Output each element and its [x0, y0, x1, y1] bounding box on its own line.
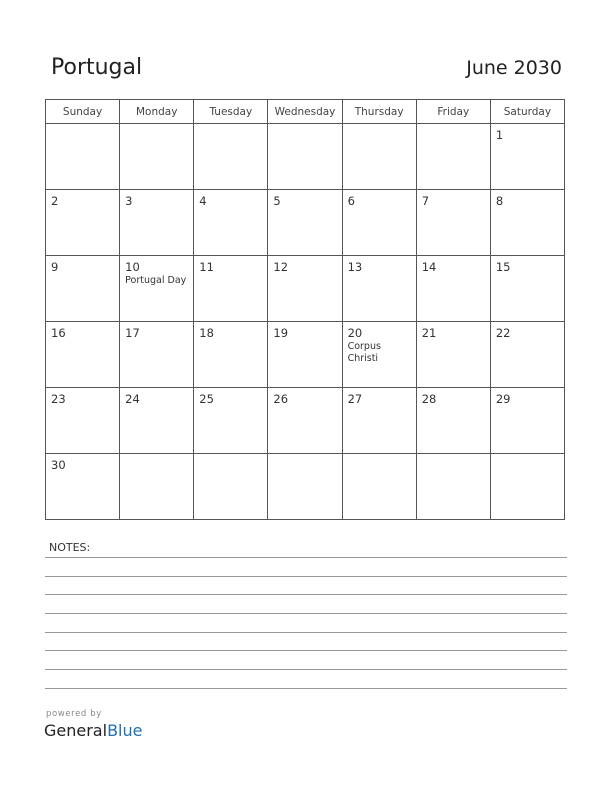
- day-cell: [416, 124, 490, 190]
- day-number: 14: [421, 260, 437, 274]
- calendar-grid: [45, 99, 565, 520]
- weekday-tuesday: Tuesday: [194, 100, 268, 124]
- day-number: 25: [199, 392, 214, 406]
- holiday-label: Portugal Day: [125, 275, 187, 286]
- day-number: 15: [495, 260, 511, 274]
- day-number: 7: [421, 194, 430, 208]
- day-cell: [490, 322, 564, 388]
- day-cell: [46, 256, 120, 322]
- day-cell: [416, 190, 490, 256]
- weekday-wednesday: Wednesday: [268, 100, 342, 124]
- note-line: [45, 650, 567, 651]
- week-row: [46, 190, 565, 256]
- note-line: [45, 632, 567, 633]
- weekday-thursday: Thursday: [342, 100, 416, 124]
- day-cell: [268, 454, 342, 520]
- day-cell: [490, 190, 564, 256]
- weekday-header-row: [46, 100, 565, 124]
- day-number: 16: [51, 326, 66, 340]
- day-number: 3: [125, 194, 133, 208]
- powered-by-text: powered by: [46, 709, 102, 719]
- holiday-label: Corpus Christi: [347, 341, 381, 364]
- day-number: 27: [347, 392, 363, 406]
- day-number: 29: [495, 392, 511, 406]
- day-cell: [46, 322, 120, 388]
- note-line: [45, 669, 567, 670]
- day-cell: [416, 388, 490, 454]
- day-cell: [268, 190, 342, 256]
- weekday-monday: Monday: [120, 100, 194, 124]
- day-number: 21: [421, 326, 437, 340]
- day-cell: [490, 388, 564, 454]
- weekday-saturday: Saturday: [490, 100, 564, 124]
- day-cell: [416, 256, 490, 322]
- day-cell: [120, 322, 194, 388]
- day-cell: [342, 256, 416, 322]
- weekday-sunday: Sunday: [46, 100, 120, 124]
- brand-logo[interactable]: [44, 721, 142, 740]
- weekday-friday: Friday: [416, 100, 490, 124]
- day-number: 24: [125, 392, 140, 406]
- day-cell: [416, 322, 490, 388]
- day-number: 17: [125, 326, 140, 340]
- calendar-month-title: June 2030: [466, 57, 562, 79]
- week-row: [46, 256, 565, 322]
- day-number: 26: [273, 392, 289, 406]
- day-cell: [342, 322, 416, 388]
- day-cell: [268, 388, 342, 454]
- day-number: 19: [273, 326, 289, 340]
- calendar-country-title: Portugal: [51, 55, 143, 80]
- day-cell: [490, 454, 564, 520]
- day-cell: [46, 388, 120, 454]
- day-cell: [490, 256, 564, 322]
- day-number: 12: [273, 260, 289, 274]
- day-cell: [120, 454, 194, 520]
- day-cell: [120, 388, 194, 454]
- note-line: [45, 594, 567, 595]
- day-cell: [342, 190, 416, 256]
- day-cell: [46, 190, 120, 256]
- day-cell: [268, 322, 342, 388]
- day-cell: [342, 388, 416, 454]
- week-row: [46, 454, 565, 520]
- day-number: 10: [125, 260, 140, 274]
- notes-label: NOTES:: [49, 541, 91, 554]
- day-cell: [268, 256, 342, 322]
- note-line: [45, 557, 567, 558]
- day-number: 30: [51, 458, 66, 472]
- day-cell: [194, 190, 268, 256]
- note-line: [45, 613, 567, 614]
- day-cell: [194, 124, 268, 190]
- day-number: 9: [51, 260, 59, 274]
- day-cell: [120, 124, 194, 190]
- day-number: 20: [347, 326, 363, 340]
- note-line: [45, 688, 567, 689]
- day-number: 5: [273, 194, 281, 208]
- day-cell: [268, 124, 342, 190]
- day-number: 18: [199, 326, 214, 340]
- day-cell: [342, 124, 416, 190]
- day-number: 13: [347, 260, 363, 274]
- day-cell: [120, 190, 194, 256]
- day-cell: [194, 322, 268, 388]
- day-cell: [120, 256, 194, 322]
- day-number: 28: [421, 392, 437, 406]
- day-number: 11: [199, 260, 214, 274]
- day-cell: [46, 454, 120, 520]
- brand-name-part1: General: [44, 721, 108, 740]
- day-cell: [194, 454, 268, 520]
- week-row: [46, 322, 565, 388]
- day-number: 6: [347, 194, 355, 208]
- week-row: [46, 124, 565, 190]
- day-number: 22: [495, 326, 511, 340]
- day-number: 8: [495, 194, 504, 208]
- day-cell: [46, 124, 120, 190]
- day-cell: [490, 124, 564, 190]
- day-cell: [416, 454, 490, 520]
- week-row: [46, 388, 565, 454]
- note-line: [45, 576, 567, 577]
- day-number: 1: [495, 128, 504, 142]
- day-number: 2: [51, 194, 59, 208]
- day-cell: [194, 388, 268, 454]
- day-number: 4: [199, 194, 207, 208]
- brand-name-part2: Blue: [107, 721, 143, 740]
- day-cell: [342, 454, 416, 520]
- day-number: 23: [51, 392, 66, 406]
- day-cell: [194, 256, 268, 322]
